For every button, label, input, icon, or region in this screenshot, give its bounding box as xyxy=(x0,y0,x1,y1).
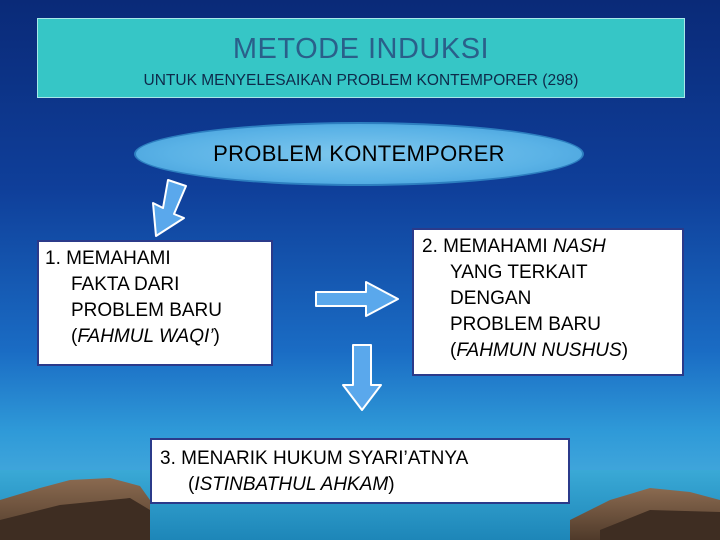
step2-text xyxy=(422,234,674,364)
step2-term-open: ( xyxy=(450,340,457,361)
step3-box xyxy=(150,438,570,504)
page-subtitle: UNTUK MENYELESAIKAN PROBLEM KONTEMPORER (298) xyxy=(143,72,579,89)
step1-line3: PROBLEM BARU xyxy=(71,300,222,321)
step3-term-close: ) xyxy=(388,474,395,495)
center-node-label: PROBLEM KONTEMPORER xyxy=(213,141,505,166)
center-node xyxy=(134,122,584,186)
step1-number: 1. xyxy=(45,248,61,269)
step2-line4: PROBLEM BARU xyxy=(450,314,601,335)
step3-number: 3. xyxy=(160,448,176,469)
step1-line2: FAKTA DARI xyxy=(71,274,180,295)
step3-term: ISTINBATHUL AHKAM xyxy=(194,474,389,495)
step1-term: FAHMUL WAQI’ xyxy=(77,326,214,347)
step1-term-open: ( xyxy=(71,326,78,347)
step2-number: 2. xyxy=(422,236,438,257)
step2-line1b: NASH xyxy=(552,236,606,257)
title-bar xyxy=(37,18,685,98)
step2-term: FAHMUN NUSHUS xyxy=(456,340,622,361)
step1-line1: MEMAHAMI xyxy=(66,248,171,269)
step2-box xyxy=(412,228,684,376)
step3-text xyxy=(160,446,560,498)
step1-box xyxy=(37,240,273,366)
step3-line1: MENARIK HUKUM SYARI’ATNYA xyxy=(181,448,469,469)
step2-line2: YANG TERKAIT xyxy=(450,262,588,283)
step2-line3: DENGAN xyxy=(450,288,532,309)
page-title: METODE INDUKSI xyxy=(232,33,490,65)
step2-line1a: MEMAHAMI xyxy=(443,236,553,257)
step2-term-close: ) xyxy=(621,340,629,361)
step3-term-open: ( xyxy=(188,474,195,495)
step1-text xyxy=(45,246,265,350)
step1-term-close: ) xyxy=(213,326,220,347)
